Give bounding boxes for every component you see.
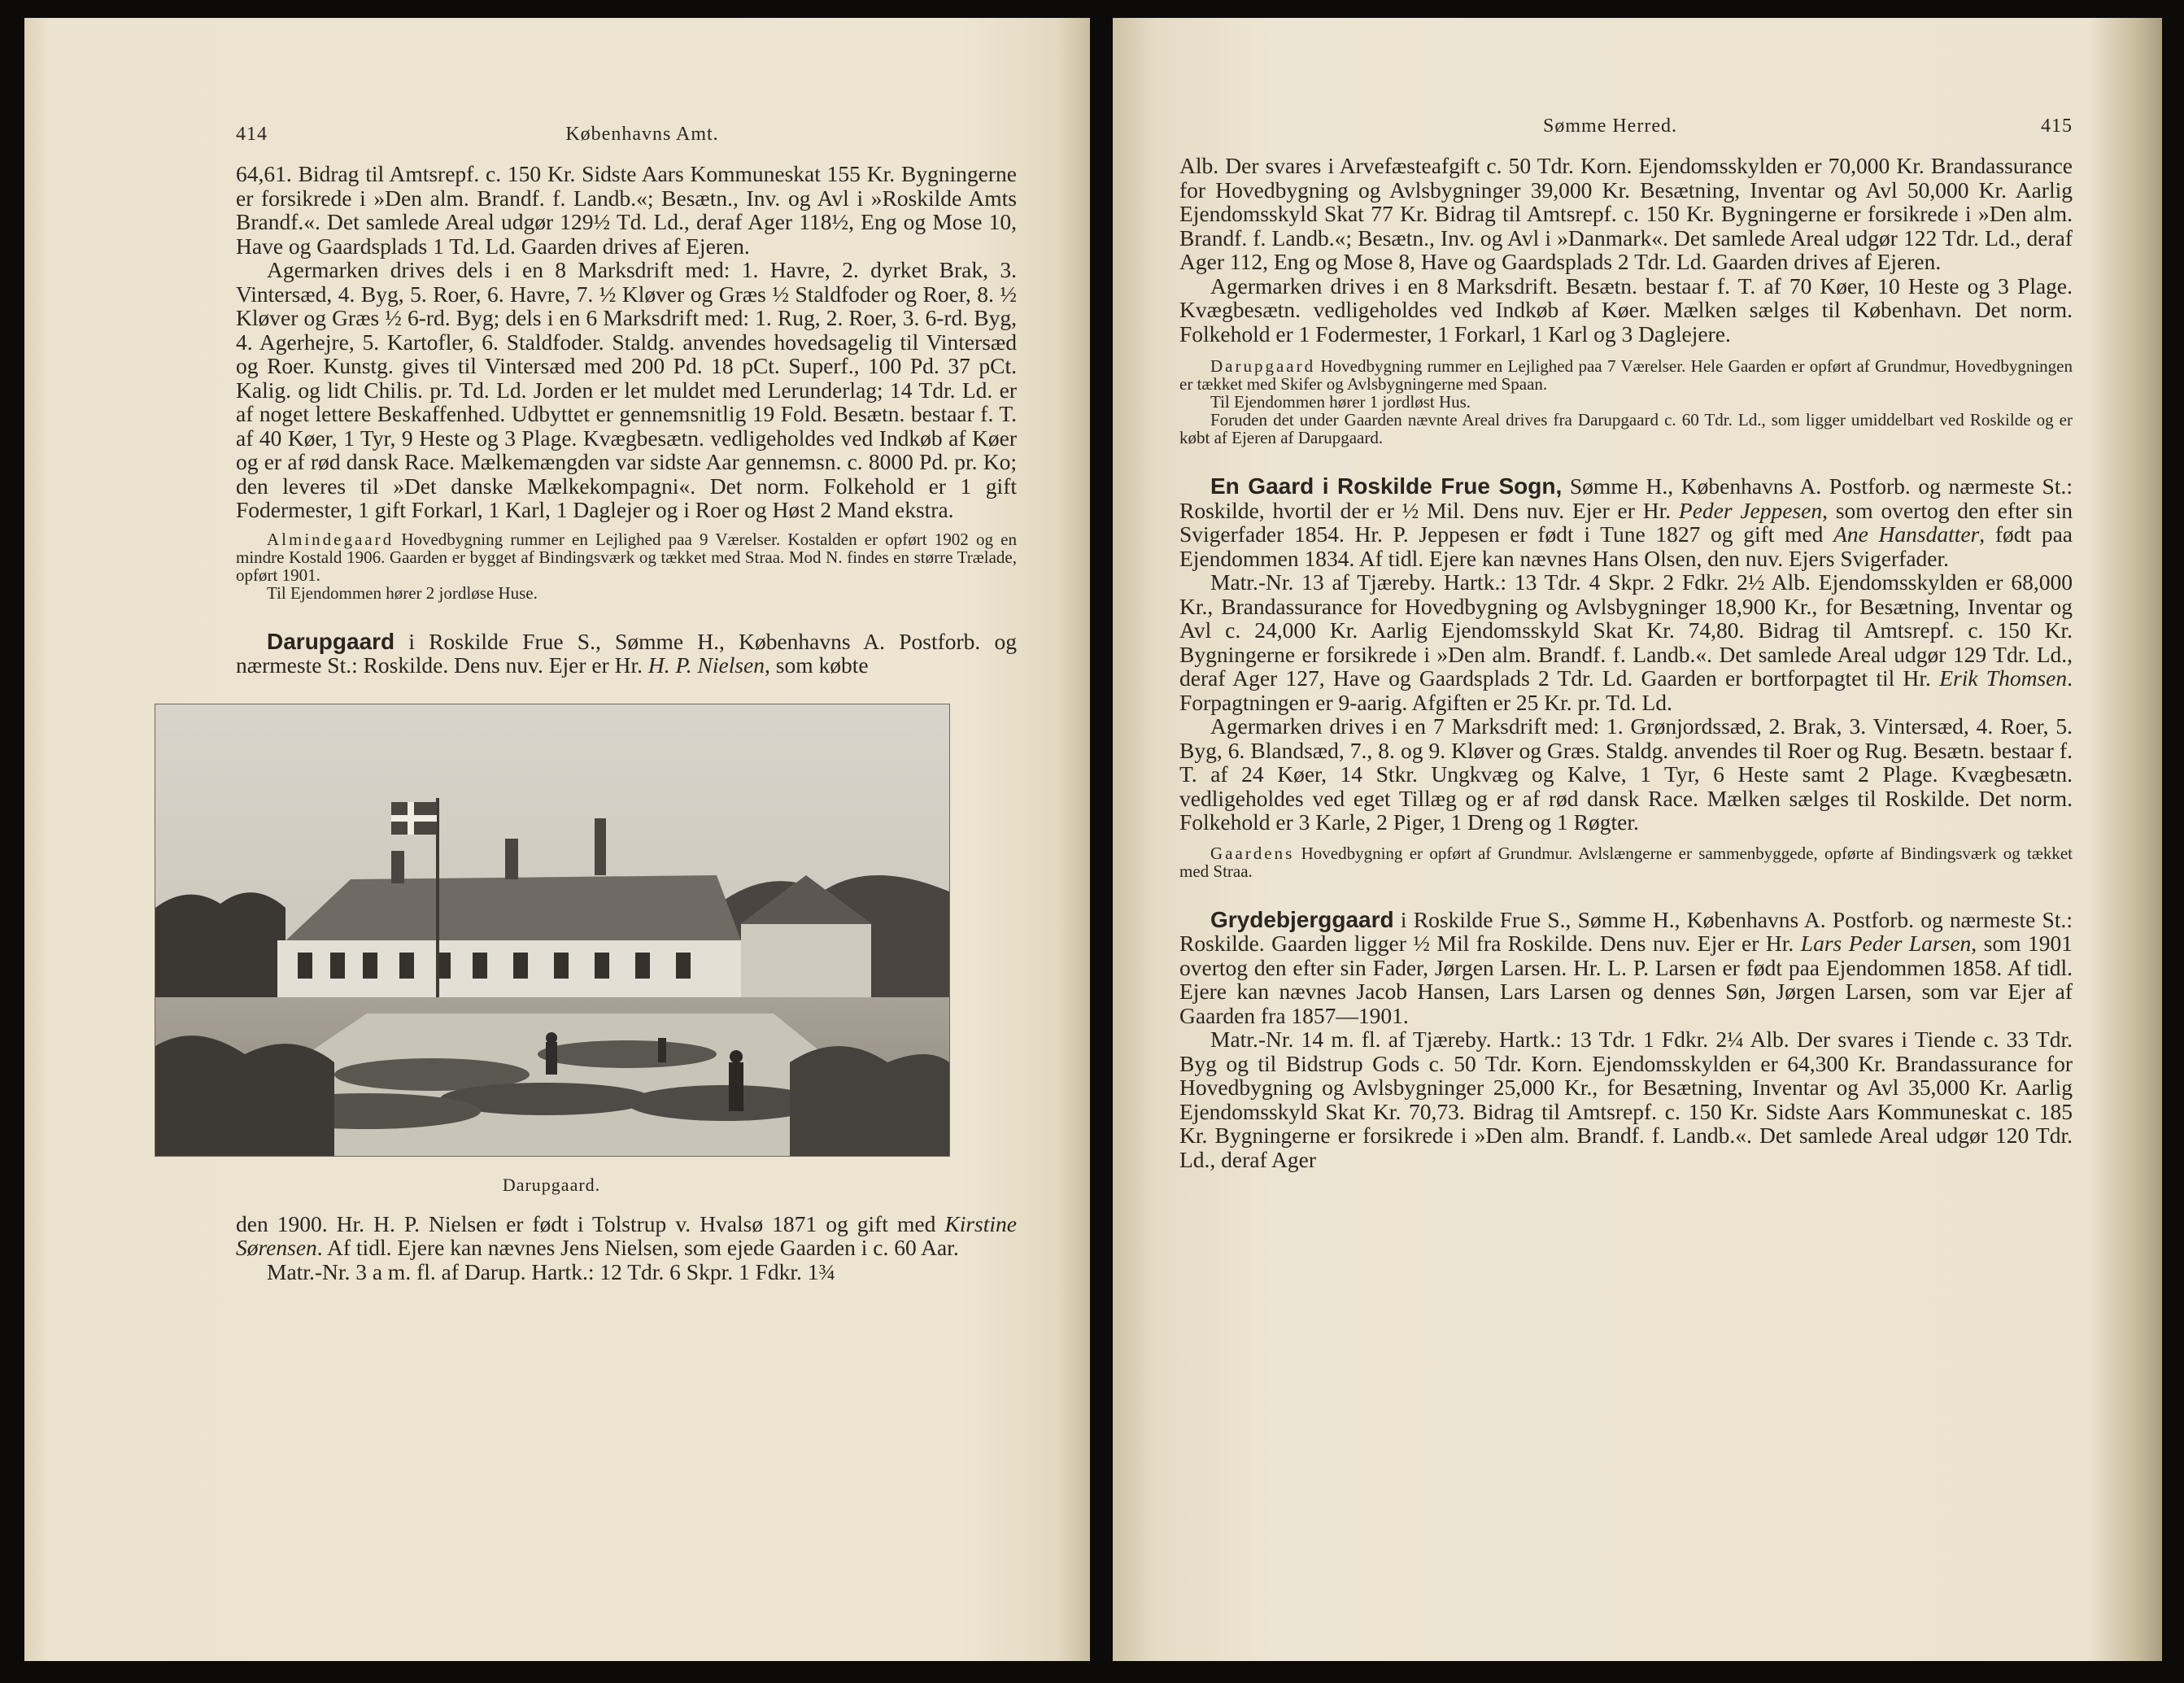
- photo-caption: Darupgaard.: [502, 1174, 601, 1195]
- gaard-heading: En Gaard i Roskilde Frue Sogn,: [1210, 473, 1563, 499]
- darupgaard-text-a: i Roskilde Frue S., Sømme H., Københavns A. Postforb. og nærmeste St.: Roskilde. Dens nuv. Ejer er Hr.: [236, 628, 1017, 678]
- grydebjerggaard-heading: Grydebjerggaard: [1210, 906, 1394, 932]
- farmhouse-photo-illustration: [155, 704, 949, 1156]
- darupgaard-entry: [236, 630, 1017, 678]
- gaard-entry: [1179, 474, 2073, 570]
- right-note-3: Foruden det under Gaarden nævnte Areal drives fra Darupgaard c. 60 Tdr. Ld., som ligger umiddelbart ved Roskilde og er købt af Ejeren af Darupgaard.: [1179, 410, 2073, 447]
- darupgaard-text-b: , som købte: [765, 652, 869, 678]
- right-paragraph-2: Agermarken drives i en 8 Marksdrift. Besætn. bestaar f. T. af 70 Køer, 10 Heste og 3 Plage. Kvægbesætn. vedligeholdes ved Indkøb af Køer. Mælken sælges til København. Det norm. Folkehold er 1 Fodermester, 1 Forkarl, 1 Karl og 3 Daglejere.: [1179, 273, 2073, 347]
- right-note-1-text: Hovedbygning rummer en Lejlighed paa 7 Værelser. Hele Gaarden er opført af Grundmur, Hovedbygningen er tækket med Skifer og Avlsbygningerne med Spaan.: [1179, 356, 2073, 394]
- left-running-title: Københavns Amt.: [565, 124, 719, 145]
- right-paragraph-1: Alb. Der svares i Arvefæsteafgift c. 50 Tdr. Korn. Ejendomsskylden er 70,000 Kr. Brandassurance for Hovedbygning og Avlsbygninger 39,000 Kr. Besætning, Inventar og Avl 50,000 Kr. Aarlig Ejendomsskyld Skat 77 Kr. Bidrag til Amtsrepf. c. 150 Kr. Bygningerne er forsikrede i »Den alm. Brandf. f. Landb.«; Besætn., Inv. og Avl i »Danmark«. Det samlede Areal udgør 122 Tdr. Ld., deraf Ager 112, Eng og Mose 8, Have og Gaardsplads 2 Tdr. Ld. Gaarden drives af Ejeren.: [1179, 153, 2073, 274]
- gaard-note-text: Hovedbygning er opført af Grundmur. Avlslængerne er sammenbyggede, opførte af Bindingsværk og tækket med Straa.: [1179, 843, 2073, 881]
- right-note-2: Til Ejendommen hører 1 jordløst Hus.: [1210, 392, 1471, 412]
- left-paragraph-2: Agermarken drives dels i en 8 Marksdrift med: 1. Havre, 2. dyrket Brak, 3. Vintersæd, 4. Byg, 5. Roer, 6. Havre, 7. ½ Kløver og Græs ½ Staldfoder og Roer, 8. ½ Kløver og Græs ½ 6-rd. Byg; dels i en 6 Marksdrift med: 1. Rug, 2. Roer, 3. 6-rd. Byg, 4. Agerhejre, 5. Kartofler, 6. Staldfoder. Staldg. anvendes hovedsagelig til Vintersæd og Roer. Kunstg. gives til Vintersæd med 200 Pd. 18 pCt. Superf., 100 Pd. 37 pCt. Kalig. og lidt Chilis. pr. Td. Ld. Jorden er let muldet med Lerunderlag; 14 Tdr. Ld. er af noget lettere Beskaffenhed. Udbyttet er gennemsnitlig 19 Fold. Besætn. bestaar f. T. af 40 Køer, 1 Tyr, 9 Heste og 3 Plage. Kvægbesætn. vedligeholdes ved Indkøb af Køer og er af rød dansk Race. Mælkemængden var sidste Aar gennemsn. c. 8000 Pd. pr. Ko; den leveres til »Det danske Mælkekompagni«. Det norm. Folkehold er 1 gift Fodermester, 1 gift Forkarl, 1 Karl, 1 Daglejer og i Roer og Høst 2 Mand ekstra.: [236, 257, 1017, 522]
- grydebjerggaard-text-b: , som 1901 overtog den efter sin Fader, Jørgen Larsen. Hr. L. P. Larsen er født paa Ejendommen 1858. Af tidl. Ejere kan nævnes Jacob Hansen, Lars Larsen og dennes Søn, Jørgen Larsen, som var Ejer af Gaarden fra 1857—1901.: [1179, 931, 2073, 1028]
- left-running-head: [236, 124, 1017, 146]
- left-note-2: Til Ejendommen hører 2 jordløse Huse.: [267, 582, 538, 603]
- gaard-matr: [1179, 570, 2073, 714]
- grydebjerggaard-entry: [1179, 908, 2073, 1028]
- darupgaard-owner: H. P. Nielsen: [647, 652, 765, 678]
- left-note-1: [236, 530, 1017, 584]
- gaard-agermark: Agermarken drives i en 7 Marksdrift med: 1. Grønjordssæd, 2. Brak, 3. Vintersæd, 4. Roer, 5. Byg, 6. Blandsæd, 7., 8. og 9. Kløver og Græs. Staldg. anvendes til Roer og Rug. Besætn. bestaar f. T. af 24 Køer, 14 Stkr. Ungkvæg og Kalve, 1 Tyr, 6 Heste samt 2 Plage. Kvægbesætn. vedligeholdes ved eget Tillæg og er af rød dansk Race. Mælken sælges til Roskilde. Det norm. Folkehold er 3 Karle, 2 Piger, 1 Dreng og 1 Røgter.: [1179, 713, 2073, 835]
- right-note-1: [1179, 357, 2073, 393]
- darupgaard-continued: [236, 1212, 1017, 1260]
- right-page: [1113, 18, 2162, 1661]
- right-running-title: Sømme Herred.: [1543, 116, 1677, 137]
- gaard-text-b: , som overtog den efter sin Svigerfader 1854. Hr. P. Jeppesen er født i Tune 1827 og gift med: [1179, 497, 2073, 547]
- darupgaard-photo: [155, 704, 950, 1157]
- left-note-1-text: Hovedbygning rummer en Lejlighed paa 9 Værelser. Kostalden er opført 1902 og en mindre Kostald 1906. Gaarden er bygget af Bindingsværk og tækket med Straa. Mod N. findes en større Trælade, opført 1901.: [236, 529, 1017, 585]
- left-page-number: 414: [236, 124, 268, 145]
- gaard-matr-b: . Forpagtningen er 9-aarig. Afgiften er 25 Kr. pr. Td. Ld.: [1179, 665, 2073, 715]
- darupgaard-continued-b: . Af tidl. Ejere kan nævnes Jens Nielsen, som ejede Gaarden i c. 60 Aar.: [316, 1235, 959, 1260]
- gaard-wife: Ane Hansdatter: [1833, 521, 1980, 547]
- gaard-note: [1179, 844, 2073, 880]
- gaard-matr-a: Matr.-Nr. 13 af Tjæreby. Hartk.: 13 Tdr. 4 Skpr. 2 Fdkr. 2½ Alb. Ejendomsskylden er 68,000 Kr., Brandassurance for Hovedbygning og Avlsbygninger 18,900 Kr., for Besætning, Inventar og Avl c. 24,000 Kr. Aarlig Ejendomsskyld Skat Kr. 74,80. Bidrag til Amtsrepf. c. 150 Kr. Bygningerne er forsikrede i »Den alm. Brandf. f. Landb.«. Det samlede Areal udgør 129 Tdr. Ld., deraf Ager 127, Have og Gaardsplads 2 Tdr. Ld. Gaarden er bortforpagtet til Hr.: [1179, 569, 2073, 691]
- right-running-head: [1179, 116, 2073, 137]
- grydebjerggaard-matr: Matr.-Nr. 14 m. fl. af Tjæreby. Hartk.: 13 Tdr. 1 Fdkr. 2¼ Alb. Der svares i Tiende c. 33 Tdr. Byg og til Bidstrup Gods c. 50 Tdr. Korn. Ejendomsskylden er 64,300 Kr. Brandassurance for Hovedbygning og Avlsbygninger 25,000 Kr., for Besætning, Inventar og Avl 35,000 Kr. Aarlig Ejendomsskyld Skat Kr. 70,73. Bidrag til Amtsrepf. c. 150 Kr. Sidste Aars Kommuneskat c. 185 Kr. Bygningerne er forsikrede i »Den alm. Brandf. f. Landb.«. Det samlede Areal udgør 120 Tdr. Ld., deraf Ager: [1179, 1027, 2073, 1172]
- darupgaard-photo-figure: [155, 704, 948, 1196]
- left-note-1-farm: Almindegaard: [267, 529, 395, 549]
- gaard-tenant: Erik Thomsen: [1939, 665, 2068, 691]
- darupgaard-continued-a: den 1900. Hr. H. P. Nielsen er født i Tolstrup v. Hvalsø 1871 og gift med: [236, 1210, 945, 1236]
- left-paragraph-1: 64,61. Bidrag til Amtsrepf. c. 150 Kr. Sidste Aars Kommuneskat 155 Kr. Bygningerne er forsikrede i »Den alm. Brandf. f. Landb.«; Besætn., Inv. og Avl i »Roskilde Amts Brandf.«. Det samlede Areal udgør 129½ Td. Ld., deraf Ager 118½, Eng og Mose 10, Have og Gaardsplads 1 Td. Ld. Gaarden drives af Ejeren.: [236, 161, 1017, 259]
- left-page: [24, 18, 1090, 1661]
- right-note-1-farm: Darupgaard: [1210, 356, 1316, 376]
- darupgaard-wife: Kirstine Sørensen: [236, 1210, 1017, 1260]
- gaard-note-lead: Gaardens: [1210, 843, 1295, 863]
- gaard-text-c: , født paa Ejendommen 1834. Af tidl. Ejere kan nævnes Hans Olsen, den nuv. Ejers Svigerfader.: [1179, 521, 2073, 571]
- grydebjerggaard-text-a: i Roskilde Frue S., Sømme H., Københavns A. Postforb. og nærmeste St.: Roskilde. Gaarden ligger ½ Mil fra Roskilde. Dens nuv. Ejer er Hr.: [1179, 906, 2073, 956]
- gaard-text-a: Sømme H., Københavns A. Postforb. og nærmeste St.: Roskilde, hvortil der er ½ Mil. Dens nuv. Ejer er Hr.: [1179, 473, 2073, 523]
- darupgaard-heading: Darupgaard: [267, 628, 395, 654]
- grydebjerggaard-owner: Lars Peder Larsen: [1800, 931, 1972, 956]
- gaard-owner: Peder Jeppesen: [1678, 497, 1823, 523]
- right-page-number: 415: [2041, 116, 2073, 137]
- darupgaard-matr: Matr.-Nr. 3 a m. fl. af Darup. Hartk.: 12 Tdr. 6 Skpr. 1 Fdkr. 1¾: [267, 1258, 836, 1284]
